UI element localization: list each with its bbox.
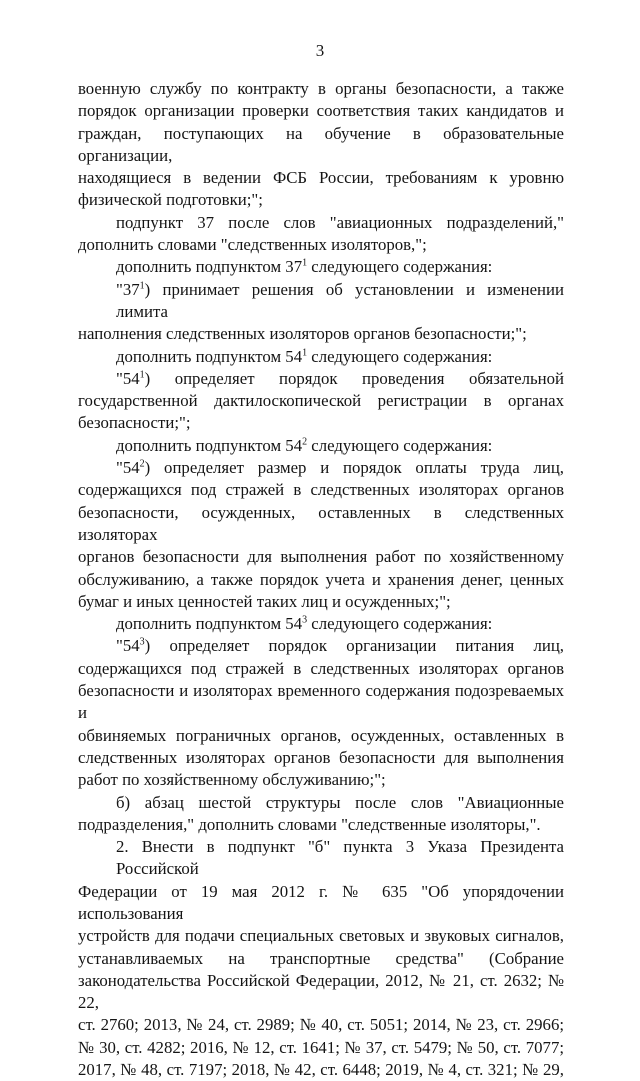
text-line	[78, 502, 564, 547]
text-line-main: государственной дактилоскопической регистрации в органах	[78, 391, 564, 411]
text-line	[78, 591, 564, 613]
text-line-main: законодательства Российской Федерации, 2012, № 21, ст. 2632; № 22,	[78, 970, 564, 1013]
text-line-main: дополнить подпунктом 37	[116, 257, 303, 277]
text-line	[78, 457, 564, 479]
text-line	[78, 792, 564, 814]
text-line-tail: следующего содержания:	[307, 614, 493, 634]
text-line-main: дополнить подпунктом 54	[116, 346, 303, 366]
text-line-tail: ) определяет размер и порядок оплаты труда лиц,	[144, 458, 564, 478]
text-line	[78, 279, 564, 324]
text-line-main: "54	[116, 368, 140, 388]
document-body	[78, 78, 564, 1081]
text-line	[78, 368, 564, 390]
text-line	[78, 189, 564, 211]
text-line-main: б) абзац шестой структуры после слов "Авиационные	[116, 792, 564, 812]
text-line-main: военную службу по контракту в органы безопасности, а также	[78, 79, 564, 98]
superscript-number: 2	[139, 458, 145, 470]
text-line-main: находящиеся в ведении ФСБ России, требованиям к уровню	[78, 168, 564, 188]
page-number: 3	[315, 41, 325, 60]
text-line-main: подпункт 37 после слов "авиационных подразделений,"	[116, 212, 564, 232]
text-line-main: 2017, № 48, ст. 7197; 2018, № 42, ст. 6448; 2019, № 4, ст. 321; № 29,	[78, 1060, 564, 1080]
text-line	[78, 123, 564, 168]
text-line-main: органов безопасности для выполнения работ по хозяйственному	[78, 547, 564, 567]
text-line	[78, 658, 564, 680]
superscript-number: 3	[302, 614, 308, 626]
text-line-main: граждан, поступающих на обучение в образовательные организации,	[78, 123, 564, 165]
text-line-main: дополнить подпунктом 54	[116, 435, 303, 455]
text-line-main: обслуживанию, а также порядок учета и хранения денег, ценных	[78, 569, 564, 589]
superscript-number: 1	[139, 369, 145, 381]
text-line	[78, 814, 564, 836]
text-line-main: дополнить словами "следственных изоляторов,";	[78, 235, 427, 255]
text-line-main: порядок организации проверки соответствия таких кандидатов и	[78, 101, 564, 121]
text-line-tail: ) определяет порядок организации питания лиц,	[144, 636, 564, 656]
text-line	[78, 323, 564, 345]
text-line	[78, 234, 564, 256]
text-line	[78, 970, 564, 1015]
text-line	[78, 635, 564, 657]
text-line-tail: следующего содержания:	[307, 435, 493, 455]
text-line-tail: ) определяет порядок проведения обязательной	[144, 368, 564, 388]
text-line-main: содержащихся под стражей в следственных изоляторах органов	[78, 658, 564, 678]
text-line	[78, 167, 564, 189]
text-line	[78, 569, 564, 591]
text-line-main: физической подготовки;";	[78, 190, 263, 210]
text-line	[78, 1059, 564, 1081]
text-line-main: ст. 2760; 2013, № 24, ст. 2989; № 40, ст. 5051; 2014, № 23, ст. 2966;	[78, 1015, 564, 1035]
text-line-main: наполнения следственных изоляторов органов безопасности;";	[78, 324, 527, 344]
text-line-main: "37	[116, 279, 140, 299]
text-line-main: № 30, ст. 4282; 2016, № 12, ст. 1641; № 37, ст. 5479; № 50, ст. 7077;	[78, 1037, 564, 1057]
text-line	[78, 390, 564, 412]
text-line-main: бумаг и иных ценностей таких лиц и осужденных;";	[78, 591, 451, 611]
text-line	[78, 925, 564, 947]
text-line-main: "54	[116, 636, 140, 656]
text-line-main: дополнить подпунктом 54	[116, 614, 303, 634]
text-line	[78, 613, 564, 635]
text-line	[78, 769, 564, 791]
text-line-main: безопасности и изоляторах временного содержания подозреваемых и	[78, 681, 564, 723]
superscript-number: 3	[139, 636, 145, 648]
text-line-main: содержащихся под стражей в следственных изоляторах органов	[78, 480, 564, 500]
text-line-main: работ по хозяйственному обслуживанию;";	[78, 770, 386, 790]
text-line	[78, 680, 564, 725]
text-line-main: подразделения," дополнить словами "следственные изоляторы,".	[78, 814, 541, 834]
text-line-tail: следующего содержания:	[307, 257, 493, 277]
text-line	[78, 881, 564, 926]
text-line	[78, 479, 564, 501]
text-line	[78, 100, 564, 122]
superscript-number: 1	[139, 280, 145, 292]
text-line	[78, 256, 564, 278]
text-line	[78, 546, 564, 568]
superscript-number: 1	[302, 257, 308, 269]
text-line	[78, 747, 564, 769]
text-line	[78, 1037, 564, 1059]
text-line	[78, 435, 564, 457]
superscript-number: 1	[302, 346, 308, 358]
text-line	[78, 725, 564, 747]
text-line	[78, 78, 564, 100]
text-line-tail: ) принимает решения об установлении и изменении лимита	[116, 279, 564, 321]
text-line	[78, 412, 564, 434]
text-line-main: 2. Внести в подпункт "б" пункта 3 Указа Президента Российской	[116, 837, 564, 879]
text-line-main: безопасности, осужденных, оставленных в следственных изоляторах	[78, 502, 564, 544]
text-line-main: обвиняемых пограничных органов, осужденных, оставленных в	[78, 725, 564, 745]
text-line-main: устройств для подачи специальных световых и звуковых сигналов,	[78, 926, 564, 946]
text-line	[78, 836, 564, 881]
text-line-tail: следующего содержания:	[307, 346, 493, 366]
text-line	[78, 346, 564, 368]
text-line-main: следственных изоляторах органов безопасности для выполнения	[78, 747, 564, 767]
text-line	[78, 1014, 564, 1036]
text-line-main: устанавливаемых на транспортные средства" (Собрание	[78, 948, 564, 968]
text-line	[78, 212, 564, 234]
superscript-number: 2	[302, 436, 308, 448]
text-line-main: Федерации от 19 мая 2012 г. № 635 "Об упорядочении использования	[78, 881, 564, 923]
text-line	[78, 948, 564, 970]
text-line-main: "54	[116, 458, 140, 478]
text-line-main: безопасности;";	[78, 413, 191, 433]
